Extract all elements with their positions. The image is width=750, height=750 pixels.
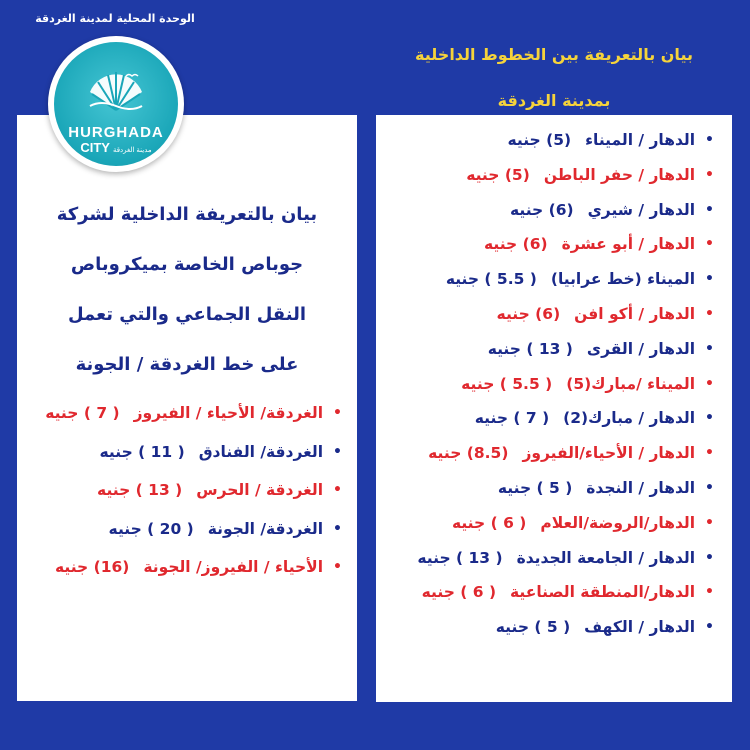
route-label: الدهار/الروضة/العلام (540, 513, 696, 532)
route-label: الدهار / شيري (587, 200, 696, 219)
bullet-icon: • (333, 405, 342, 421)
bullet-icon: • (705, 375, 714, 392)
bullet-icon: • (705, 166, 714, 183)
bullet-icon: • (705, 445, 714, 462)
fare-list-item (45, 401, 342, 425)
sun-seashell-icon (86, 70, 146, 114)
hurghada-city-logo (48, 36, 184, 172)
bullet-icon: • (333, 559, 342, 575)
route-label: الأحياء / الفيروز/ الجونة (143, 558, 324, 576)
price-label: ( 7 ) جنيه (45, 404, 120, 422)
route-label: الدهار / مبارك(2) (563, 409, 696, 428)
bullet-icon: • (705, 201, 714, 218)
bullet-icon: • (705, 584, 714, 601)
price-label: ( 5 ) جنيه (497, 479, 573, 497)
route-label: الميناء /مبارك(5) (566, 374, 696, 393)
route-label: الدهار/المنطقة الصناعية (510, 583, 696, 602)
price-label: (6) جنيه (509, 200, 574, 219)
route-label: الدهار / أبو عشرة (561, 235, 696, 254)
price-label: ( 7 ) جنيه (474, 409, 550, 428)
bullet-icon: • (333, 520, 342, 537)
bullet-icon: • (705, 132, 714, 148)
fare-list-item (100, 440, 342, 464)
municipality-caption: الوحدة المحلية لمدينة الغردقة (35, 12, 195, 25)
route-label: الميناء (خط عرابيا) (550, 270, 696, 289)
route-label: الدهار / القرى (586, 339, 696, 358)
right-section-title: بيان بالتعريفة بين الخطوط الداخلية بمدينة الغردقة (415, 45, 693, 110)
route-label: الغردقة/ الجونة (207, 519, 324, 538)
price-label: ( 13 ) جنيه (487, 339, 573, 358)
bullet-icon: • (705, 236, 714, 253)
route-label: الدهار / الجامعة الجديدة (516, 548, 696, 567)
route-label: الدهار / الأحياء/الفيروز (522, 444, 696, 463)
price-label: (5) جنيه (466, 165, 530, 184)
price-label: (5) جنيه (507, 131, 572, 149)
bullet-icon: • (705, 619, 714, 636)
price-label: ( 13 ) جنيه (417, 548, 503, 567)
route-label: الدهار / الكهف (584, 618, 696, 637)
bullet-icon: • (705, 549, 714, 566)
route-label: الغردقة/ الأحياء / الفيروز (133, 404, 324, 422)
bullet-icon: • (333, 443, 342, 460)
price-label: (8.5) جنيه (428, 444, 509, 463)
fare-list-item (109, 517, 342, 541)
price-label: ( 13 ) جنيه (97, 481, 183, 499)
route-label: الدهار / حفر الباطن (543, 165, 696, 184)
left-section-title: بيان بالتعريفة الداخلية لشركة جوباص الخاصة بميكروباص النقل الجماعي والتي تعمل على خط الغردقة / الجونة (56, 204, 318, 375)
fare-list-item (97, 478, 342, 502)
bullet-icon: • (705, 271, 714, 288)
route-label: الغردقة / الحرس (196, 481, 324, 499)
price-label: ( 6 ) جنيه (421, 583, 497, 602)
fare-list-item (55, 555, 342, 579)
bullet-icon: • (705, 306, 714, 322)
price-label: ( 5.5 ) جنيه (461, 374, 553, 393)
route-label: الدهار / أكو افن (574, 305, 696, 323)
price-label: ( 20 ) جنيه (108, 519, 194, 538)
price-label: (6) جنيه (484, 235, 548, 254)
logo-text-hurghada: HURGHADA (68, 124, 164, 141)
route-label: الغردقة/ الفنادق (198, 442, 324, 461)
bullet-icon: • (333, 482, 342, 498)
bullet-icon: • (705, 480, 714, 496)
price-label: ( 5.5 ) جنيه (445, 270, 537, 289)
route-label: الدهار / النجدة (586, 479, 696, 497)
price-label: (16) جنيه (54, 558, 130, 576)
price-label: (6) جنيه (496, 305, 561, 323)
price-label: ( 5 ) جنيه (495, 618, 571, 637)
price-label: ( 6 ) جنيه (451, 513, 527, 532)
bullet-icon: • (705, 340, 714, 357)
bullet-icon: • (705, 514, 714, 531)
logo-text-city: CITY مدينة الغردقة (80, 140, 152, 155)
price-label: ( 11 ) جنيه (99, 442, 185, 461)
route-label: الدهار / الميناء (585, 131, 696, 149)
bullet-icon: • (705, 410, 714, 427)
